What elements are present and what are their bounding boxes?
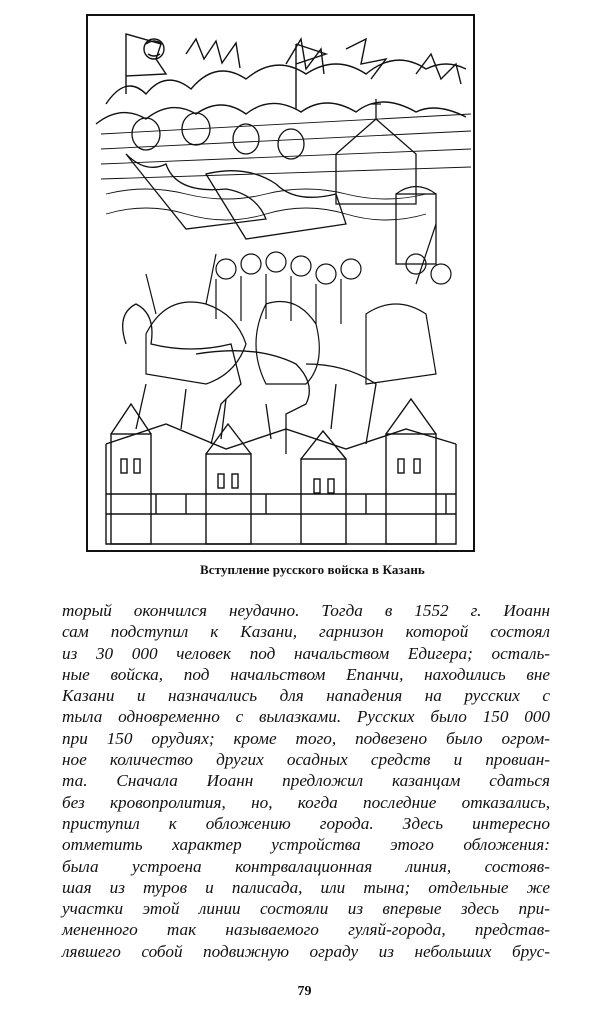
engraving-drawing xyxy=(86,14,475,552)
text-line: участки этой линии состояли из впервые здесь при- xyxy=(62,899,550,919)
text-line: была устроена контрвалационная линия, состояв- xyxy=(62,856,550,876)
text-line: торый окончился неудачно. Тогда в 1552 г. Иоанн xyxy=(62,601,550,620)
text-line: тыла одновременно с вылазками. Русских было 150 000 xyxy=(62,707,550,727)
text-line: лявшего собой подвижную ограду из небольших брус- xyxy=(62,941,550,961)
text-line: ные войска, под начальством Епанчи, находились вне xyxy=(62,664,550,684)
text-line: при 150 орудиях; кроме того, подвезено было огром- xyxy=(62,728,550,748)
text-line: Казани и назначались для нападения на русских с xyxy=(62,686,550,706)
text-line: та. Сначала Иоанн предложил казанцам сдаться xyxy=(62,771,550,791)
text-line: без кровопролития, но, когда последние отказались, xyxy=(62,792,550,812)
text-line: сам подступил к Казани, гарнизон которой состоял xyxy=(62,622,550,642)
engraving-illustration xyxy=(86,14,475,552)
text-line: ное количество других осадных средств и провиан- xyxy=(62,750,550,770)
text-line: отметить характер устройства этого обложения: xyxy=(62,835,550,855)
text-line: шая из туров и палисада, или тына; отдельные же xyxy=(62,877,550,897)
text-line: из 30 000 человек под начальством Едигера; осталь- xyxy=(62,643,550,663)
text-line: приступил к обложению города. Здесь интересно xyxy=(62,813,550,833)
body-text xyxy=(62,600,550,962)
illustration-caption: Вступление русского войска в Казань xyxy=(200,562,425,577)
text-line: мененного так называемого гуляй-города, представ- xyxy=(62,920,550,940)
page-number: 79 xyxy=(297,984,312,999)
